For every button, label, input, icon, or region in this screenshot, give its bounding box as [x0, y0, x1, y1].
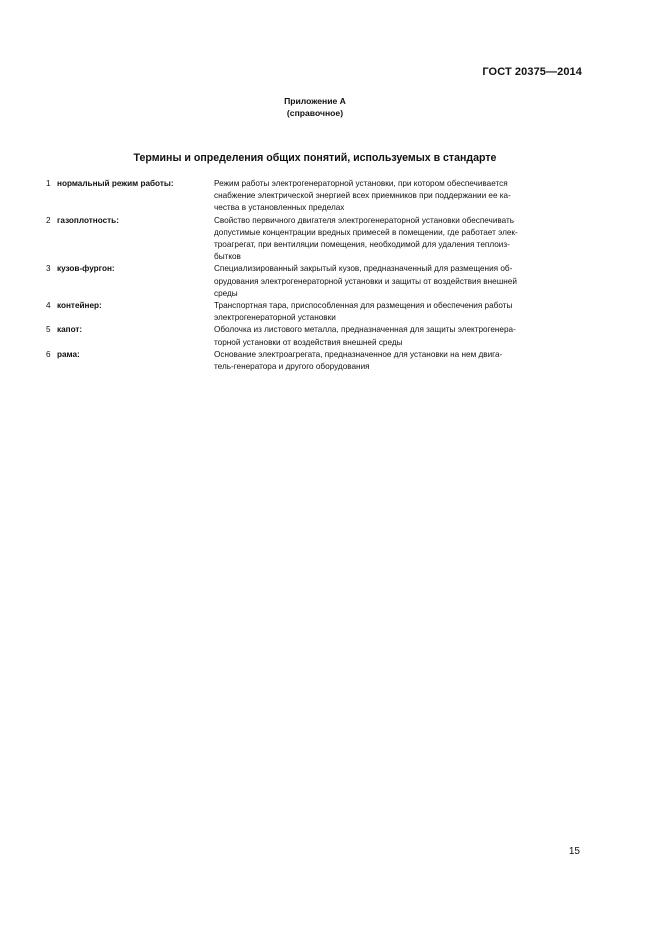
appendix-heading [0, 95, 630, 119]
term-name: рама: [57, 349, 80, 359]
term-label [46, 300, 214, 324]
term-name: капот: [57, 325, 83, 335]
term-label [46, 324, 214, 348]
term-entry [46, 349, 586, 373]
term-label [46, 349, 214, 373]
term-number: 3 [46, 264, 51, 274]
term-entry [46, 324, 586, 348]
term-name: газоплотность: [57, 215, 119, 225]
term-definition: Оболочка из листового металла, предназначенная для защиты электрогенера- торной установки от воздействия внешней среды [214, 325, 516, 347]
term-entry [46, 263, 586, 300]
term-number: 4 [46, 301, 51, 311]
appendix-subtitle: (справочное) [286, 108, 344, 118]
section-title: Термины и определения общих понятий, используемых в стандарте [133, 152, 497, 164]
term-number: 5 [46, 325, 51, 335]
appendix-title: Приложение А [284, 96, 346, 106]
term-definition: Режим работы электрогенераторной установки, при котором обеспечивается снабжение электрической энергией всех приемников при поддержании ее ка- чества в установленных пределах [214, 179, 511, 213]
term-entry [46, 215, 586, 264]
term-definition: Свойство первичного двигателя электрогенераторной установки обеспечивать допустимые концентрации вредных примесей в помещении, где работает элек- троагрегат, при вентиляции помещения, необходимой для удаления теплоиз- бытков [214, 215, 518, 262]
term-definition: Специализированный закрытый кузов, предназначенный для размещения об- орудования электрогенераторной установки и защиты от воздействия внешней среды [214, 264, 517, 298]
term-number: 2 [46, 215, 51, 225]
term-entry [46, 178, 586, 215]
term-name: кузов-фургон: [57, 264, 115, 274]
terms-list [46, 178, 586, 373]
term-definition: Транспортная тара, приспособленная для размещения и обеспечения работы электрогенераторной установки [214, 301, 513, 323]
page-number: 15 [568, 846, 580, 857]
term-name: контейнер: [57, 301, 102, 311]
term-name: нормальный режим работы: [57, 179, 174, 188]
term-entry [46, 300, 586, 324]
term-number: 1 [46, 179, 51, 188]
term-label [46, 178, 214, 215]
term-definition: Основание электроагрегата, предназначенное для установки на нем двига- тель-генератора и другого оборудования [214, 349, 503, 372]
standard-code: ГОСТ 20375—2014 [482, 66, 582, 78]
term-label [46, 215, 214, 264]
term-label [46, 263, 214, 300]
term-number: 6 [46, 349, 51, 359]
